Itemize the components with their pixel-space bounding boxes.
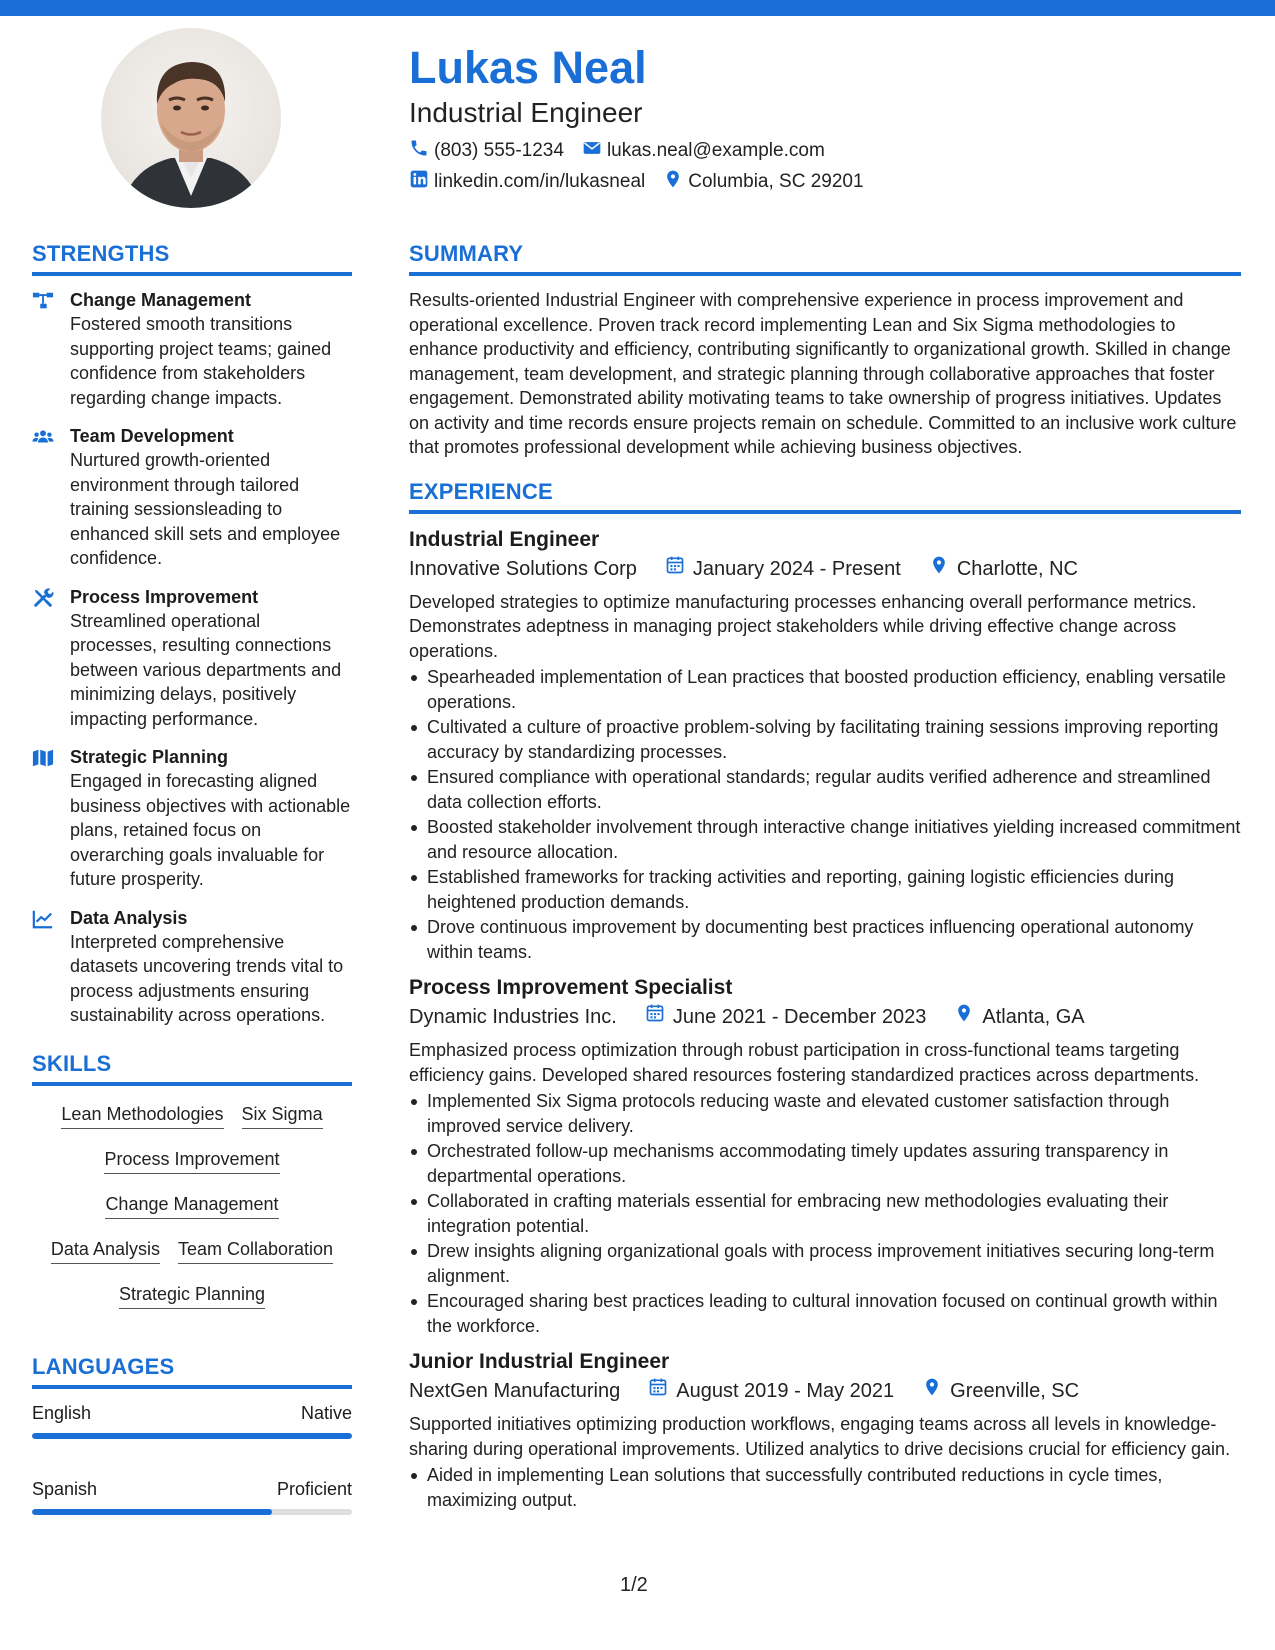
map-pin-icon (922, 1376, 942, 1406)
contact-row-2 (409, 169, 1229, 195)
job-title: Process Improvement Specialist (409, 976, 733, 999)
language-proficiency-fill (32, 1433, 352, 1439)
job-location: Atlanta, GA (982, 1006, 1085, 1028)
job-meta (409, 554, 1241, 584)
calendar-icon (665, 554, 685, 584)
skill-tag: Change Management (105, 1192, 278, 1219)
job-entry (409, 526, 1241, 965)
job-bullet: Established frameworks for tracking activities and reporting, gaining logistic efficiencies during heightened production demands. (409, 865, 1241, 914)
job-bullet: Ensured compliance with operational standards; regular audits verified adherence and streamlined data collection efforts. (409, 765, 1241, 814)
job-title: Junior Industrial Engineer (409, 1350, 670, 1373)
job-bullet: Orchestrated follow-up mechanisms accommodating timely updates assuring transparency in departmental operations. (409, 1139, 1241, 1188)
job-entry (409, 1348, 1241, 1512)
job-bullet: Aided in implementing Lean solutions that successfully contributed reductions in cycle times, maximizing output. (409, 1463, 1241, 1512)
email-contact[interactable] (582, 138, 825, 164)
experience-list (409, 526, 1241, 1513)
strength-item (32, 906, 352, 1028)
job-bullet: Cultivated a culture of proactive problem-solving by facilitating training sessions improving reporting accuracy by standardizing processes. (409, 715, 1241, 764)
company-name: Dynamic Industries Inc. (409, 1006, 617, 1028)
linkedin-icon (409, 169, 429, 195)
job-bullet: Spearheaded implementation of Lean practices that boosted production efficiency, enabling versatile operations. (409, 665, 1241, 714)
job-description: Supported initiatives optimizing production workflows, engaging teams across all levels in knowledge-sharing during operational improvements. Utilized analytics to drive decisions crucial for efficiency gain. (409, 1414, 1231, 1459)
summary-heading: SUMMARY (409, 240, 1241, 276)
job-meta (409, 1376, 1241, 1406)
job-bullets (409, 665, 1241, 964)
skill-tag: Team Collaboration (178, 1237, 333, 1264)
language-level: Proficient (276, 1478, 352, 1499)
strength-name: Strategic Planning (70, 747, 229, 767)
job-description: Emphasized process optimization through robust participation in cross-functional teams targeting efficiency gains. Developed shared resources fostering standardized practices across departments. (409, 1040, 1200, 1085)
candidate-name: Lukas Neal (409, 42, 647, 93)
phone-icon (409, 138, 429, 164)
language-level: Native (300, 1402, 352, 1423)
envelope-icon (582, 138, 602, 164)
job-bullet: Implemented Six Sigma protocols reducing waste and elevated customer satisfaction through improved service delivery. (409, 1089, 1241, 1138)
job-meta (409, 1002, 1241, 1032)
right-column (409, 240, 1241, 1522)
strength-name: Data Analysis (70, 907, 188, 928)
strength-item (32, 745, 352, 892)
email-text: lukas.neal@example.com (606, 140, 825, 161)
job-description: Developed strategies to optimize manufacturing processes enhancing overall performance metrics. Demonstrates adeptness in managing project stakeholders while driving effective change across operations. (409, 591, 1197, 661)
strength-item (32, 288, 352, 410)
top-accent-bar (0, 0, 1275, 16)
skills-list (32, 1098, 352, 1309)
company-name: Innovative Solutions Corp (409, 557, 637, 580)
skills-heading: SKILLS (32, 1050, 352, 1086)
users-icon (32, 424, 56, 571)
skill-tag: Six Sigma (242, 1102, 323, 1129)
job-bullet: Encouraged sharing best practices leading to cultural innovation focused on continual growth within the workforce. (409, 1289, 1241, 1338)
language-proficiency-bar (32, 1433, 352, 1439)
location-text: Columbia, SC 29201 (688, 171, 864, 192)
strength-desc: Fostered smooth transitions supporting project teams; gained confidence from stakeholders regarding change impacts. (70, 314, 332, 408)
job-bullet: Drove continuous improvement by documenting best practices influencing operational autonomy within teams. (409, 915, 1241, 964)
strength-desc: Interpreted comprehensive datasets uncovering trends vital to process adjustments ensuring sustainability across operations. (70, 931, 344, 1025)
map-icon (32, 745, 56, 892)
chart-line-icon (32, 906, 56, 1028)
profile-photo (101, 28, 281, 208)
skill-tag: Lean Methodologies (61, 1102, 223, 1129)
linkedin-text: linkedin.com/in/lukasneal (434, 171, 646, 192)
location-contact (663, 169, 863, 195)
strength-item (32, 424, 352, 571)
phone-contact[interactable] (409, 138, 564, 164)
strengths-heading: STRENGTHS (32, 240, 352, 276)
language-name: Spanish (32, 1478, 98, 1499)
strength-item (32, 585, 352, 732)
sitemap-icon (32, 288, 56, 410)
contact-row-1 (409, 138, 1229, 164)
strength-desc: Engaged in forecasting aligned business objectives with actionable plans, retained focus on overarching goals invaluable for future prosperity. (70, 771, 351, 889)
candidate-title: Industrial Engineer (409, 97, 643, 128)
left-column (32, 240, 352, 1537)
experience-heading: EXPERIENCE (409, 478, 1241, 514)
job-dates: January 2024 - Present (692, 557, 901, 580)
job-location: Charlotte, NC (956, 557, 1078, 580)
phone-text: (803) 555-1234 (434, 140, 564, 161)
job-bullet: Collaborated in crafting materials essential for embracing new methodologies evaluating their integration potential. (409, 1189, 1241, 1238)
language-item (32, 1477, 352, 1515)
resume-header (409, 40, 1229, 195)
skill-tag: Strategic Planning (119, 1282, 265, 1309)
strength-desc: Nurtured growth-oriented environment through tailored training sessionsleading to enhanced skill sets and employee confidence. (70, 450, 341, 568)
summary-text: Results-oriented Industrial Engineer with comprehensive experience in process improvement and operational excellence. Proven track record implementing Lean and Six Sigma methodologies to enhance productivity and efficiency, contributing significantly to organizational growth. Skilled in change management, team development, and strategic planning through collaborative approaches that foster engagement. Demonstrated ability motivating teams to take ownership of progress initiatives. Updates on activity and time records ensure projects remain on schedule. Committed to an inclusive work culture that promotes professional development while achieving business objectives. (409, 290, 1237, 457)
strength-name: Process Improvement (70, 586, 259, 607)
job-dates: June 2021 - December 2023 (672, 1006, 927, 1028)
job-title: Industrial Engineer (409, 527, 600, 551)
strength-desc: Streamlined operational processes, resulting connections between various departments and minimizing delays, positively impacting performance. (70, 610, 342, 729)
skill-tag: Process Improvement (104, 1147, 279, 1174)
language-item (32, 1401, 352, 1439)
map-pin-icon (929, 554, 949, 584)
job-bullets (409, 1089, 1241, 1338)
strength-name: Change Management (70, 290, 252, 310)
job-bullet: Drew insights aligning organizational goals with process improvement initiatives securing long-term alignment. (409, 1239, 1241, 1288)
strength-name: Team Development (70, 426, 234, 446)
job-entry (409, 974, 1241, 1338)
map-pin-icon (954, 1002, 974, 1032)
linkedin-contact[interactable] (409, 169, 645, 195)
skill-tag: Data Analysis (51, 1237, 160, 1264)
calendar-icon (648, 1376, 668, 1406)
job-location: Greenville, SC (950, 1380, 1080, 1402)
calendar-icon (645, 1002, 665, 1032)
job-bullets (409, 1463, 1241, 1512)
tools-icon (32, 585, 56, 732)
job-bullet: Boosted stakeholder involvement through interactive change initiatives yielding increased commitment and resource allocation. (409, 815, 1241, 864)
languages-heading: LANGUAGES (32, 1353, 352, 1389)
company-name: NextGen Manufacturing (409, 1380, 621, 1402)
language-proficiency-fill (32, 1509, 272, 1515)
map-pin-icon (663, 169, 683, 195)
language-proficiency-bar (32, 1509, 352, 1515)
language-name: English (32, 1402, 92, 1423)
job-dates: August 2019 - May 2021 (676, 1380, 895, 1402)
page-number: 1/2 (620, 1574, 648, 1596)
